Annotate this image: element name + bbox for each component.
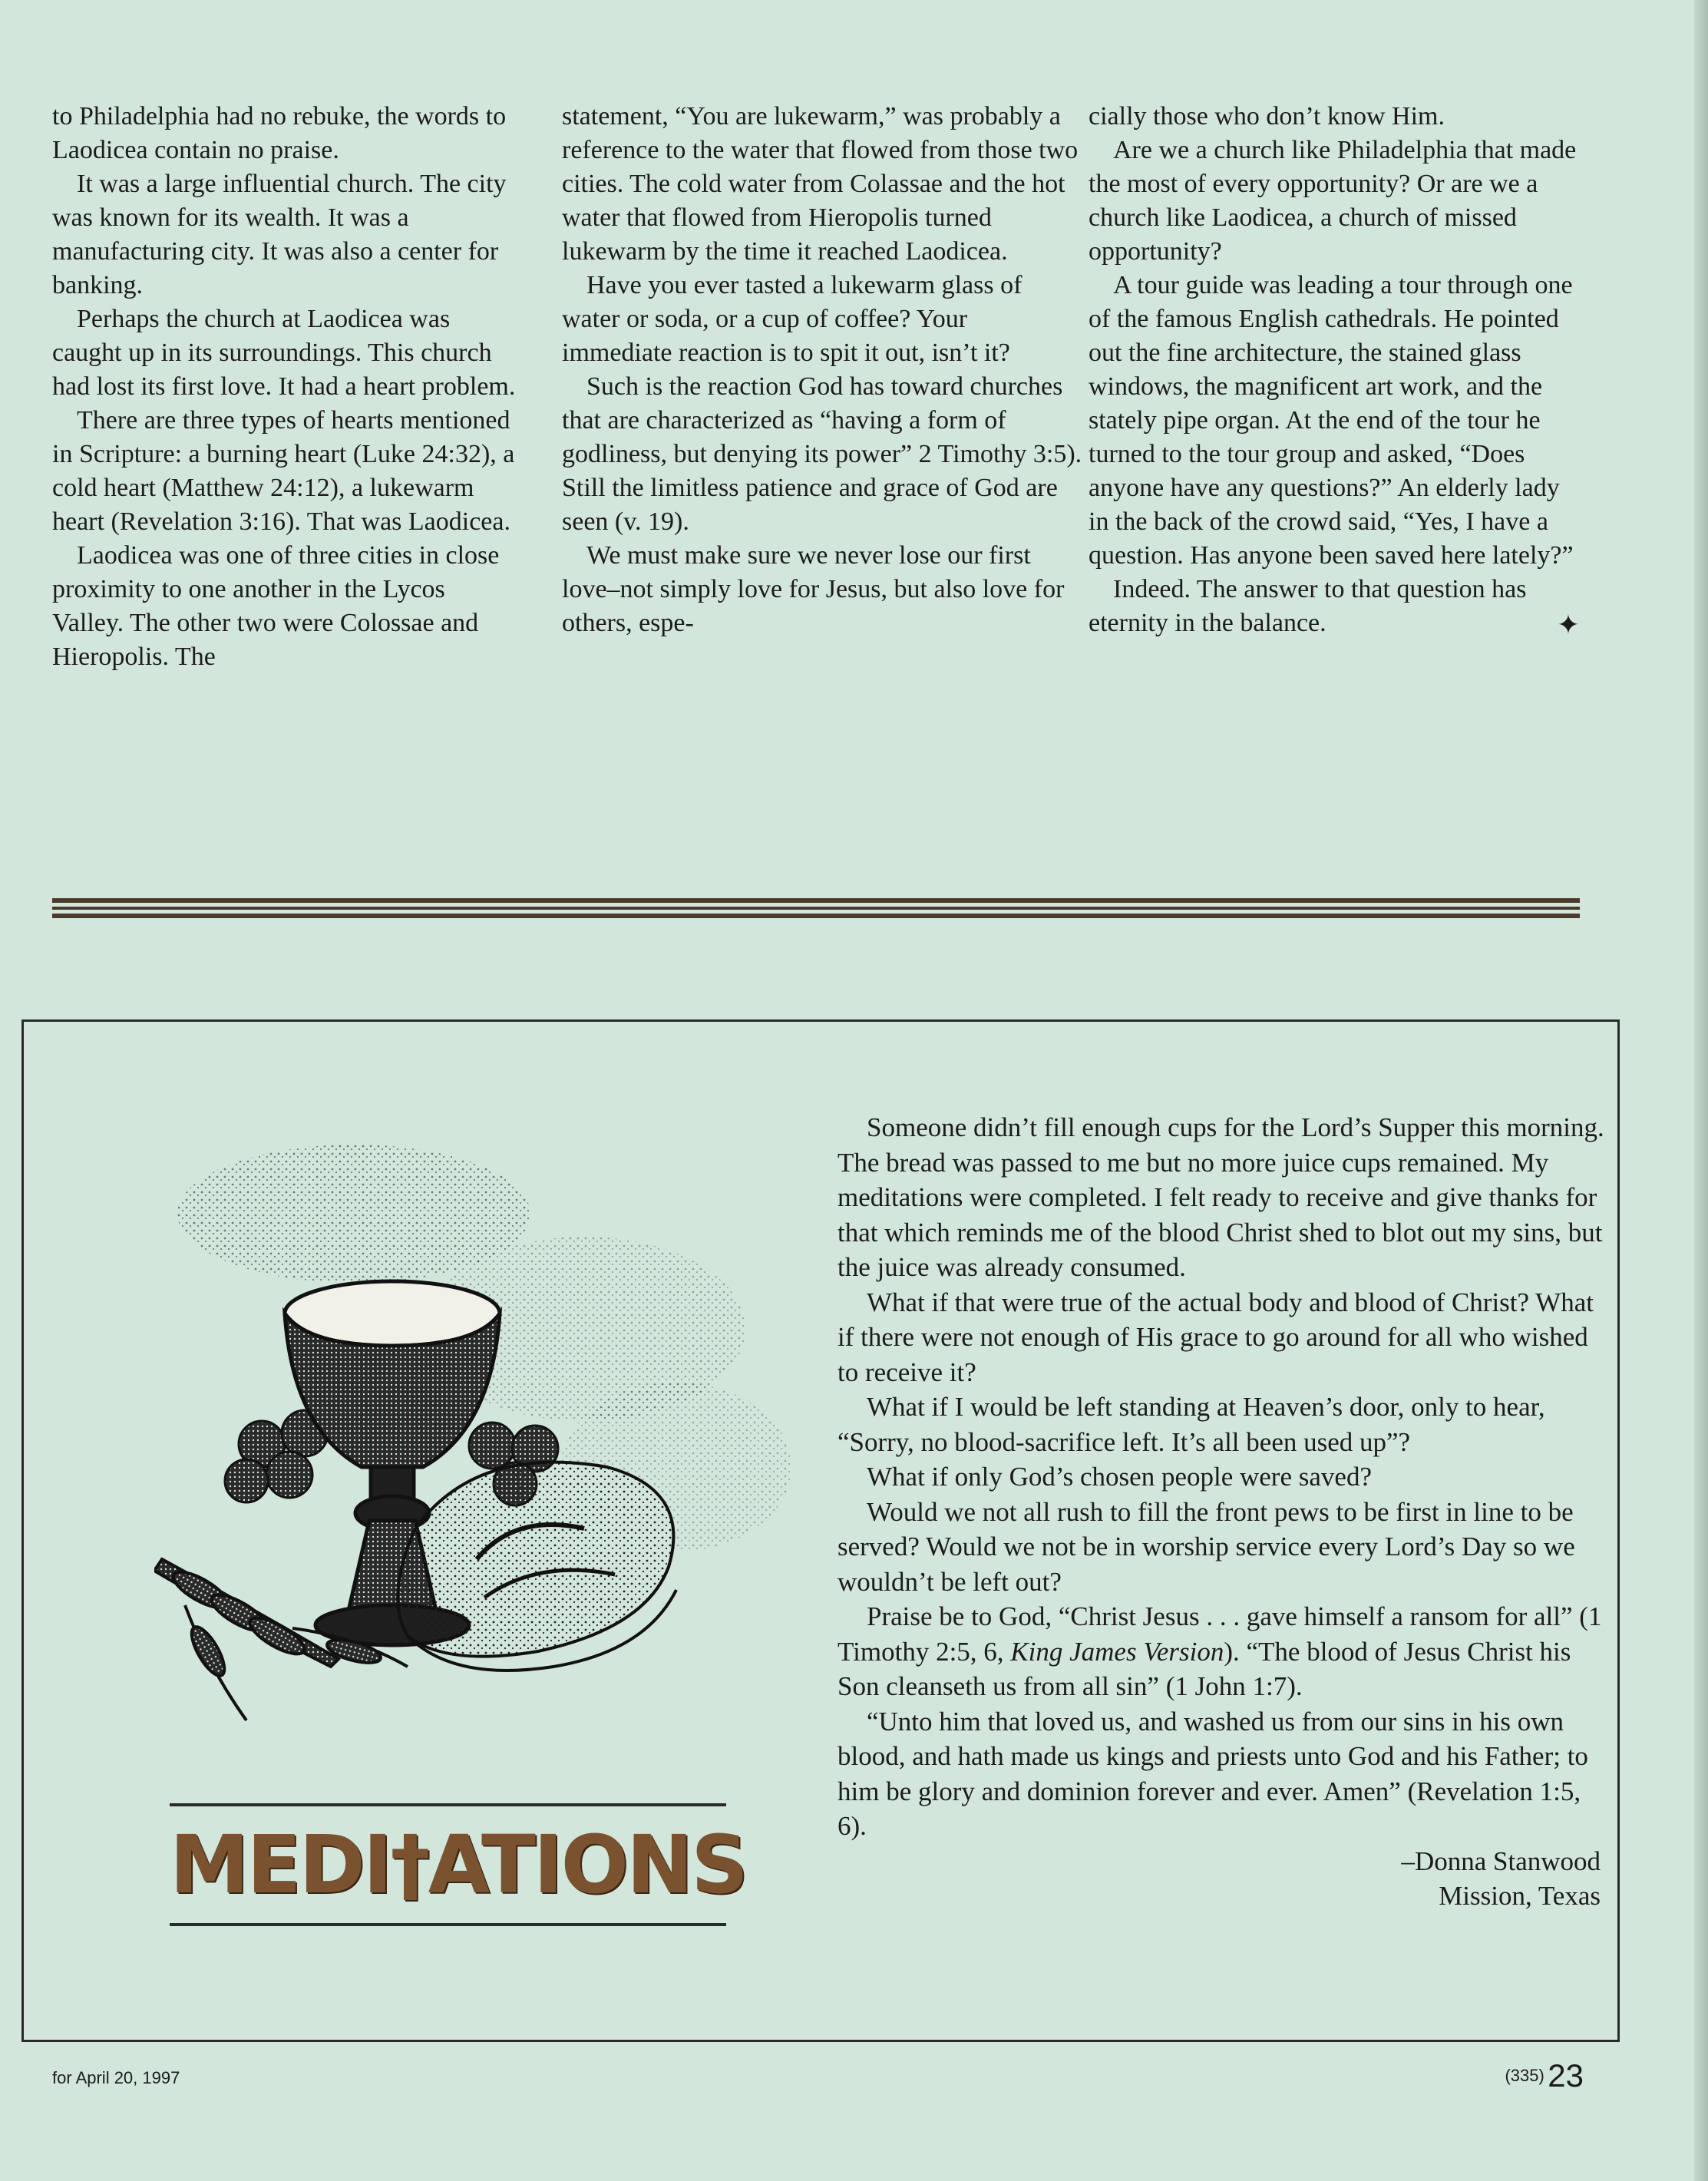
article-column-3 — [1089, 100, 1580, 640]
paragraph: statement, “You are lukewarm,” was probably a reference to the water that flowed from those two cities. The cold water from Colassae and the hot water that flowed from Hieropolis turned lukewarm by the time it reached Laodicea. — [562, 102, 1079, 266]
cross-icon: † — [390, 1818, 428, 1912]
page-number — [1505, 2057, 1584, 2094]
version-name: King James Version — [1010, 1636, 1224, 1667]
paragraph: Have you ever tasted a lukewarm glass of water or soda, or a cup of coffee? Your immediate reaction is to spit it out, isn’t it? — [562, 271, 1022, 367]
paragraph: A tour guide was leading a tour through one of the famous English cathedrals. He pointed out the fine architecture, the stained glass windows, the magnificent art work, and the stately pipe organ. At the end of the tour he turned to the tour group and asked, “Does anyone have any questions?” An elderly lady in the back of the crowd said, “Yes, I have a question. Has anyone been saved here lately?” — [1089, 271, 1574, 570]
paragraph: to Philadelphia had no rebuke, the words to Laodicea contain no praise. — [52, 102, 507, 164]
page-edge — [1694, 0, 1708, 2181]
article-column-1 — [52, 100, 520, 674]
paragraph: Such is the reaction God has toward churches that are characterized as “having a form of godliness, but denying its power” 2 Timothy 3:5). Still the limitless patience and grace of God are seen (v. 19). — [562, 372, 1082, 536]
communion-illustration — [154, 1129, 799, 1728]
paragraph: Are we a church like Philadelphia that made the most of every opportunity? Or are we a church like Laodicea, a church of missed opportunity? — [1089, 136, 1577, 266]
paragraph: Perhaps the church at Laodicea was caught up in its surroundings. This church had lost its first love. It had a heart problem. — [52, 305, 516, 401]
logo-text-left: MEDI — [170, 1818, 391, 1912]
paragraph: Indeed. The answer to that question has eternity in the balance. — [1089, 575, 1527, 637]
paragraph: We must make sure we never lose our first love–not simply love for Jesus, but also love for others, espe- — [562, 541, 1065, 637]
author-location: Mission, Texas — [1439, 1881, 1601, 1911]
article-column-2 — [562, 100, 1084, 640]
paragraph: There are three types of hearts mentioned in Scripture: a burning heart (Luke 24:32), a cold heart (Matthew 24:12), a lukewarm heart (Revelation 3:16). That was Laodicea. — [52, 406, 515, 536]
logo-text-right: ATIONS — [428, 1818, 746, 1912]
author-name: –Donna Stanwood — [1401, 1846, 1601, 1876]
paragraph: Would we not all rush to fill the front pews to be first in line to be served? Would we not be in worship service every Lord’s Day so we wouldn’t be left out? — [837, 1496, 1575, 1597]
paragraph: “Unto him that loved us, and washed us from our sins in his own blood, and hath made us kings and priests unto God and his Father; to him be glory and dominion forever and ever. Amen” (Revelation 1:5, 6). — [837, 1706, 1588, 1841]
paragraph: What if I would be left standing at Heaven’s door, only to hear, “Sorry, no blood-sacrifice left. It’s all been used up”? — [837, 1392, 1545, 1457]
issue-page: (335) — [1505, 2066, 1544, 2085]
end-mark-icon: ✦ — [1556, 610, 1580, 640]
bread-loaf — [398, 1462, 676, 1670]
section-divider — [52, 898, 1580, 920]
paragraph: What if only God’s chosen people were saved? — [867, 1462, 1372, 1492]
paragraph: It was a large influential church. The city was known for its wealth. It was a manufacturing city. It was also a center for banking. — [52, 170, 507, 299]
paragraph: Someone didn’t fill enough cups for the Lord’s Supper this morning. The bread was passed to me but no more juice cups remained. My meditations were completed. I felt ready to receive and give thanks for that which reminds me of the blood Christ shed to blot out my sins, but the juice was already consumed. — [837, 1112, 1604, 1282]
page-number-value: 23 — [1548, 2057, 1584, 2093]
article-continuation — [52, 100, 1580, 814]
paragraph: cially those who don’t know Him. — [1089, 102, 1445, 131]
meditations-box — [21, 1019, 1620, 2042]
meditations-logo — [170, 1803, 746, 1926]
footer-date: for April 20, 1997 — [52, 2068, 180, 2087]
paragraph: What if that were true of the actual body and blood of Christ? What if there were not enough of His grace to go around for all who wished to receive it? — [837, 1287, 1594, 1387]
meditations-text — [837, 1110, 1605, 1914]
paragraph: Praise be to God, “Christ Jesus . . . gave himself a ransom for all” (1 Timothy 2:5, 6, King James Version). “The blood of Jesus Christ his Son cleanseth us from all sin” (1 John 1:7). — [837, 1601, 1602, 1701]
paragraph: Laodicea was one of three cities in close proximity to one another in the Lycos Valley. The other two were Colossae and Hieropolis. The — [52, 541, 500, 671]
